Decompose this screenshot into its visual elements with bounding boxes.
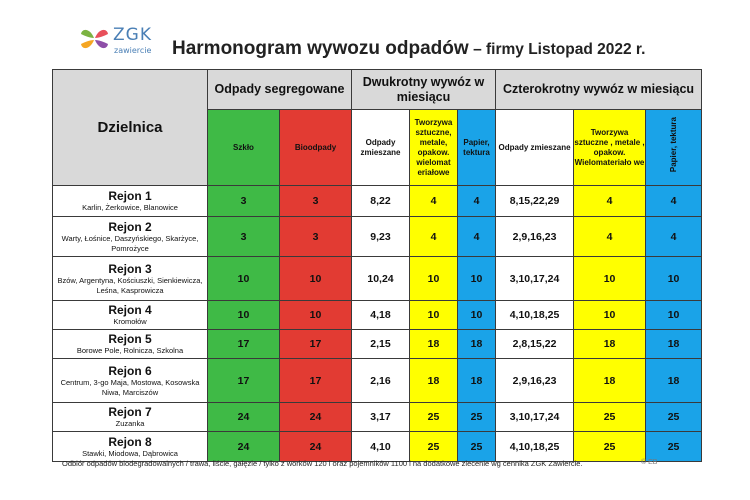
mixed-2-dates: 3,17 xyxy=(352,403,410,432)
district-streets: Stawki, Miodowa, Dąbrowica xyxy=(82,448,178,458)
glass-date: 3 xyxy=(208,186,280,217)
district-streets: Kromołów xyxy=(113,317,147,327)
district-streets: Zuzanka xyxy=(115,419,145,429)
bio-date: 24 xyxy=(280,432,352,462)
plastics-2-date: 4 xyxy=(410,217,458,257)
title-sub: – firmy Listopad 2022 r. xyxy=(473,41,646,58)
mixed-2-dates: 10,24 xyxy=(352,257,410,301)
mixed-2-dates: 4,18 xyxy=(352,301,410,330)
district-name: Rejon 3 xyxy=(108,262,152,276)
district-streets: Bzów, Argentyna, Kościuszki, Sienkiewicza, Leśna, Kasprowicza xyxy=(57,276,203,295)
plastics-2-date: 10 xyxy=(410,301,458,330)
plastics-4-date: 25 xyxy=(574,403,646,432)
header-glass: Szkło xyxy=(208,110,280,186)
bio-date: 17 xyxy=(280,359,352,403)
paper-2-date: 18 xyxy=(458,330,496,359)
district-name: Rejon 4 xyxy=(108,303,152,318)
paper-2-date: 10 xyxy=(458,257,496,301)
mixed-2-dates: 9,23 xyxy=(352,217,410,257)
paper-4-date: 25 xyxy=(646,432,702,462)
bio-date: 17 xyxy=(280,330,352,359)
table-row xyxy=(53,217,702,257)
table-row xyxy=(53,257,702,301)
table-row xyxy=(53,186,702,217)
district-streets: Warty, Łośnice, Daszyńskiego, Skarżyce, Pomrożyce xyxy=(61,234,199,253)
district-name: Rejon 2 xyxy=(108,220,152,234)
paper-2-date: 4 xyxy=(458,186,496,217)
bio-date: 10 xyxy=(280,257,352,301)
bio-date: 3 xyxy=(280,186,352,217)
table-row xyxy=(53,330,702,359)
mixed-2-dates: 2,15 xyxy=(352,330,410,359)
mixed-4-dates: 2,9,16,23 xyxy=(496,359,574,403)
paper-4-date: 18 xyxy=(646,359,702,403)
glass-date: 24 xyxy=(208,403,280,432)
leaf-logo-icon xyxy=(79,24,109,54)
paper-2-date: 4 xyxy=(458,217,496,257)
table-row xyxy=(53,359,702,403)
mixed-2-dates: 8,22 xyxy=(352,186,410,217)
mixed-4-dates: 8,15,22,29 xyxy=(496,186,574,217)
mixed-4-dates: 2,8,15,22 xyxy=(496,330,574,359)
district-name: Rejon 5 xyxy=(108,332,152,347)
paper-4-date: 25 xyxy=(646,403,702,432)
glass-date: 10 xyxy=(208,301,280,330)
mixed-2-dates: 4,10 xyxy=(352,432,410,462)
paper-4-date: 10 xyxy=(646,257,702,301)
district-name: Rejon 7 xyxy=(108,405,152,420)
header-segregated: Odpady segregowane xyxy=(208,70,352,110)
paper-4-date: 4 xyxy=(646,186,702,217)
plastics-4-date: 18 xyxy=(574,330,646,359)
footnote: Odbiór odpadów biodegradowalnych / trawa, liście, gałęzie / tylko z worków 120 l oraz pojemników 1100 l na dodatkowe zlecenie wg cennika ZGK Zawiercie. xyxy=(62,459,583,468)
plastics-2-date: 18 xyxy=(410,330,458,359)
district-streets: Centrum, 3-go Maja, Mostowa, Kosowska Niwa, Marciszów xyxy=(60,378,200,397)
paper-4-date: 18 xyxy=(646,330,702,359)
mixed-4-dates: 3,10,17,24 xyxy=(496,257,574,301)
plastics-2-date: 25 xyxy=(410,432,458,462)
bio-date: 10 xyxy=(280,301,352,330)
glass-date: 10 xyxy=(208,257,280,301)
table-row xyxy=(53,432,702,462)
district-streets: Borowe Pole, Rolnicza, Szkolna xyxy=(76,346,184,356)
bio-date: 24 xyxy=(280,403,352,432)
header-paper-4-label: Papier, tektura xyxy=(669,117,679,173)
plastics-4-date: 4 xyxy=(574,217,646,257)
paper-4-date: 10 xyxy=(646,301,702,330)
paper-2-date: 25 xyxy=(458,403,496,432)
schedule-table xyxy=(52,69,702,462)
plastics-4-date: 18 xyxy=(574,359,646,403)
plastics-2-date: 25 xyxy=(410,403,458,432)
logo-name: ZGK xyxy=(113,25,152,45)
plastics-4-date: 4 xyxy=(574,186,646,217)
plastics-2-date: 4 xyxy=(410,186,458,217)
header-district: Dzielnica xyxy=(53,70,208,186)
table-row xyxy=(53,301,702,330)
paper-4-date: 4 xyxy=(646,217,702,257)
mixed-4-dates: 4,10,18,25 xyxy=(496,301,574,330)
bio-date: 3 xyxy=(280,217,352,257)
page-title xyxy=(172,38,645,60)
copyright: © EB xyxy=(641,459,658,466)
plastics-4-date: 10 xyxy=(574,301,646,330)
district-streets: Karlin, Żerkowice, Blanowice xyxy=(82,203,178,213)
header-paper-2: Papier, tektura xyxy=(458,110,496,186)
plastics-4-date: 10 xyxy=(574,257,646,301)
plastics-2-date: 10 xyxy=(410,257,458,301)
glass-date: 24 xyxy=(208,432,280,462)
glass-date: 17 xyxy=(208,359,280,403)
plastics-4-date: 25 xyxy=(574,432,646,462)
header-twice-monthly: Dwukrotny wywóz w miesiącu xyxy=(352,70,496,110)
header-mixed-4: Odpady zmieszane xyxy=(496,110,574,186)
header-plastics-4: Tworzywa sztuczne , metale , opakow. Wielomateriało we xyxy=(574,110,646,186)
header-mixed-2: Odpady zmieszane xyxy=(352,110,410,186)
logo-subtitle: zawiercie xyxy=(114,46,152,55)
paper-2-date: 25 xyxy=(458,432,496,462)
district-name: Rejon 1 xyxy=(108,189,152,204)
title-main: Harmonogram wywozu odpadów xyxy=(172,38,469,59)
district-name: Rejon 8 xyxy=(108,434,152,449)
district-name: Rejon 6 xyxy=(108,364,152,378)
plastics-2-date: 18 xyxy=(410,359,458,403)
zgk-logo xyxy=(79,22,179,62)
header-bio: Bioodpady xyxy=(280,110,352,186)
mixed-4-dates: 3,10,17,24 xyxy=(496,403,574,432)
header-paper-4 xyxy=(646,110,702,186)
header-four-times-monthly: Czterokrotny wywóz w miesiącu xyxy=(496,70,702,110)
mixed-2-dates: 2,16 xyxy=(352,359,410,403)
header-plastics-2: Tworzywa sztuczne, metale, opakow. wielomat eriałowe xyxy=(410,110,458,186)
glass-date: 3 xyxy=(208,217,280,257)
paper-2-date: 18 xyxy=(458,359,496,403)
paper-2-date: 10 xyxy=(458,301,496,330)
glass-date: 17 xyxy=(208,330,280,359)
mixed-4-dates: 4,10,18,25 xyxy=(496,432,574,462)
mixed-4-dates: 2,9,16,23 xyxy=(496,217,574,257)
table-row xyxy=(53,403,702,432)
